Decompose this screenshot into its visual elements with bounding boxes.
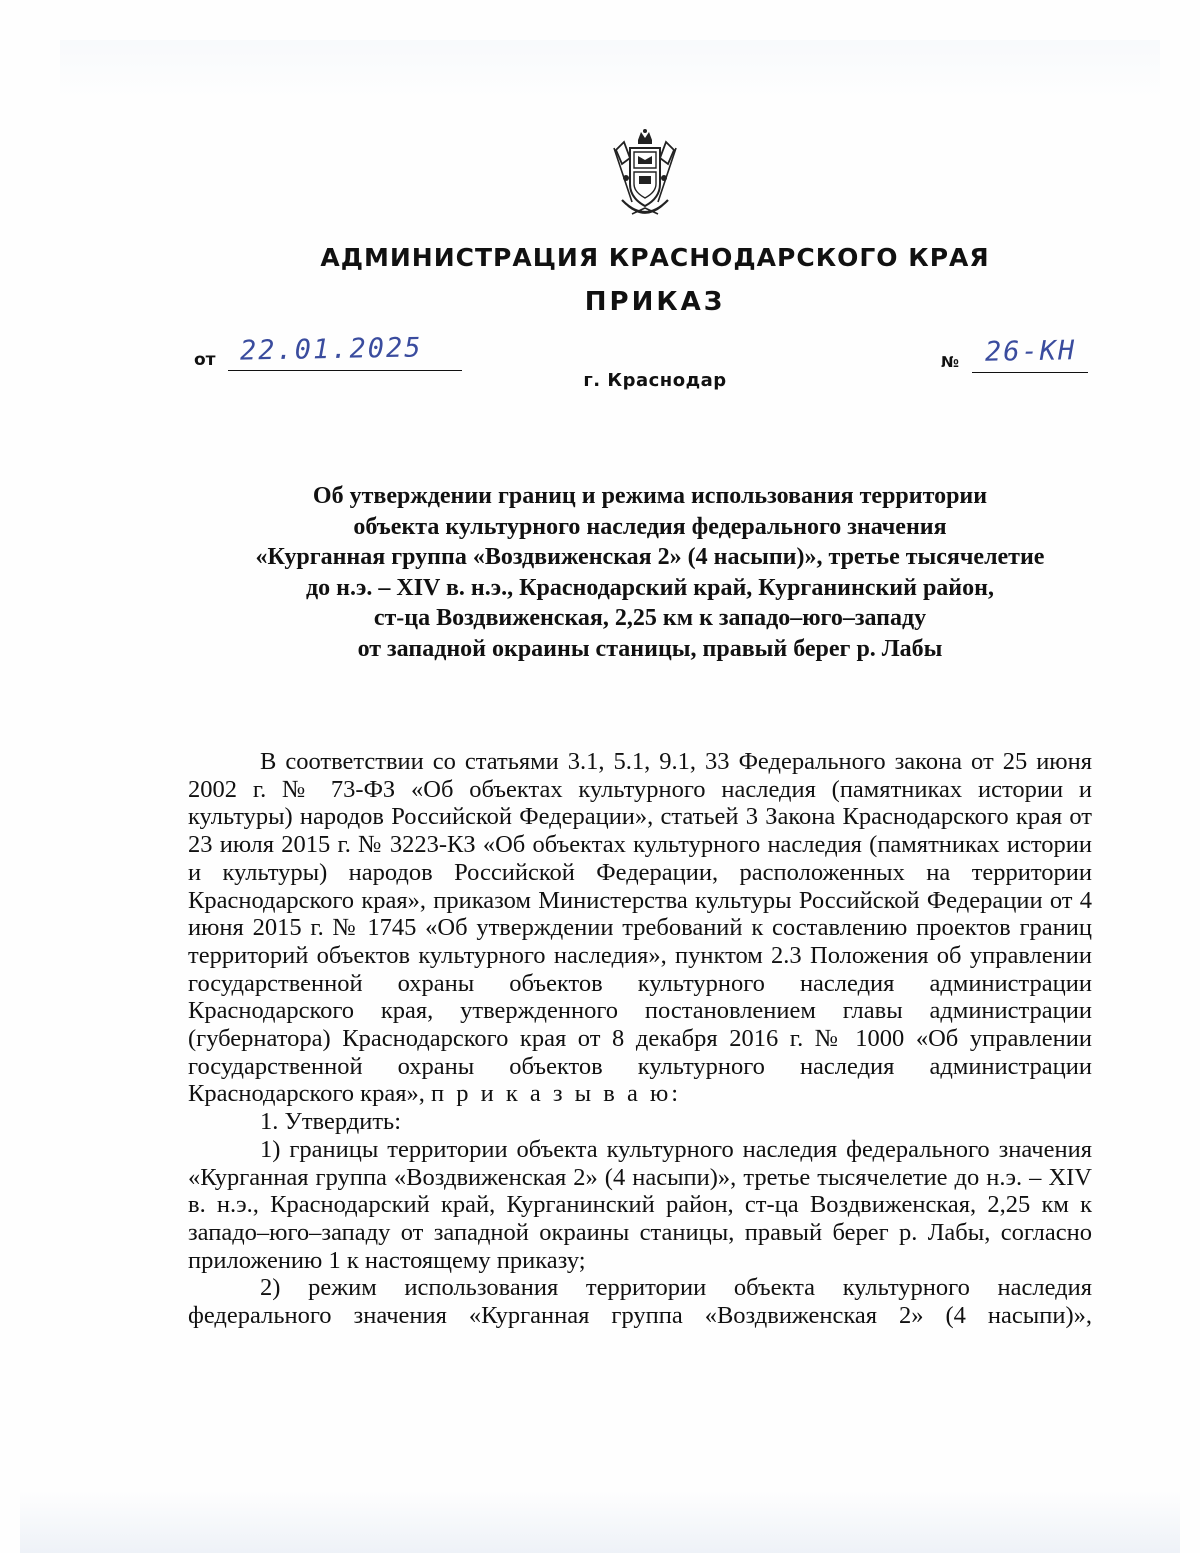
document-type: ПРИКАЗ [584, 287, 726, 317]
scan-shading [20, 1490, 1180, 1553]
title-line: Об утверждении границ и режима использования территории [312, 483, 988, 509]
scan-shading [60, 40, 1160, 100]
date-label: от [194, 350, 216, 370]
title-line: до н.э. – XIV в. н.э., Краснодарский край, Курганинский район, [306, 574, 994, 601]
document-title [150, 481, 1150, 664]
title-line: «Курганная группа «Воздвиженская 2» (4 насыпи)», третье тысячелетие [255, 544, 1045, 570]
title-line: ст-ца Воздвиженская, 2,25 км к западо–юго–западу [373, 605, 927, 631]
city: г. Краснодар [583, 370, 727, 391]
title-line: от западной окраины станицы, правый берег р. Лабы [357, 635, 943, 662]
order-word: п р и к а з ы в а ю: [430, 1080, 682, 1108]
item-1-1: 1) границы территории объекта культурного наследия федерального значения «Курганная группа «Воздвиженская 2» (4 насыпи)», третье тысячелетие до н.э. – XIV в. н.э., Краснодарский край, Курганинский район, ст-ца Воздвиженская, 2,25 км к западо–юго–западу от западной окраины станицы, правый берег р. Лабы, согласно приложению 1 к настоящему приказу; [188, 1135, 1092, 1274]
item-1-2: 2) режим использования территории объекта культурного наследия федерального значения «Курганная группа «Воздвиженская 2» (4 насыпи)», [188, 1274, 1092, 1330]
preamble-paragraph [188, 748, 1092, 1108]
title-line: объекта культурного наследия федерального значения [353, 513, 947, 540]
number-label: № [941, 353, 960, 371]
item-1: 1. Утвердить: [260, 1108, 402, 1136]
document-body [188, 748, 1092, 1330]
date-handwritten: 22.01.2025 [239, 332, 423, 367]
number-underline [972, 372, 1088, 373]
organization-name: АДМИНИСТРАЦИЯ КРАСНОДАРСКОГО КРАЯ [320, 243, 990, 272]
preamble-text: В соответствии со статьями 3.1, 5.1, 9.1, 33 Федерального закона от 25 июня 2002 г. № 73-ФЗ «Об объектах культурного наследия (памятниках истории и культуры) народов Российской Федерации», статьей 3 Закона Краснодарского края от 23 июля 2015 г. № 3223-КЗ «Об объектах культурного наследия (памятниках истории и культуры) народов Российской Федерации, расположенных на территории Краснодарского края», приказом Министерства культуры Российской Федерации от 4 июня 2015 г. № 1745 «Об утверждении требований к составлению проектов границ территорий объектов культурного наследия», пунктом 2.3 Положения об управлении государственной охраны объектов культурного наследия администрации Краснодарского края, утвержденного постановлением главы администрации (губернатора) Краснодарского края от 8 декабря 2016 г. № 1000 «Об управлении государственной охраны объектов культурного наследия администрации Краснодарского края», [188, 748, 1092, 1108]
krasnodar-krai-coat-of-arms-icon [608, 128, 682, 224]
number-handwritten: 26-КН [984, 335, 1077, 368]
